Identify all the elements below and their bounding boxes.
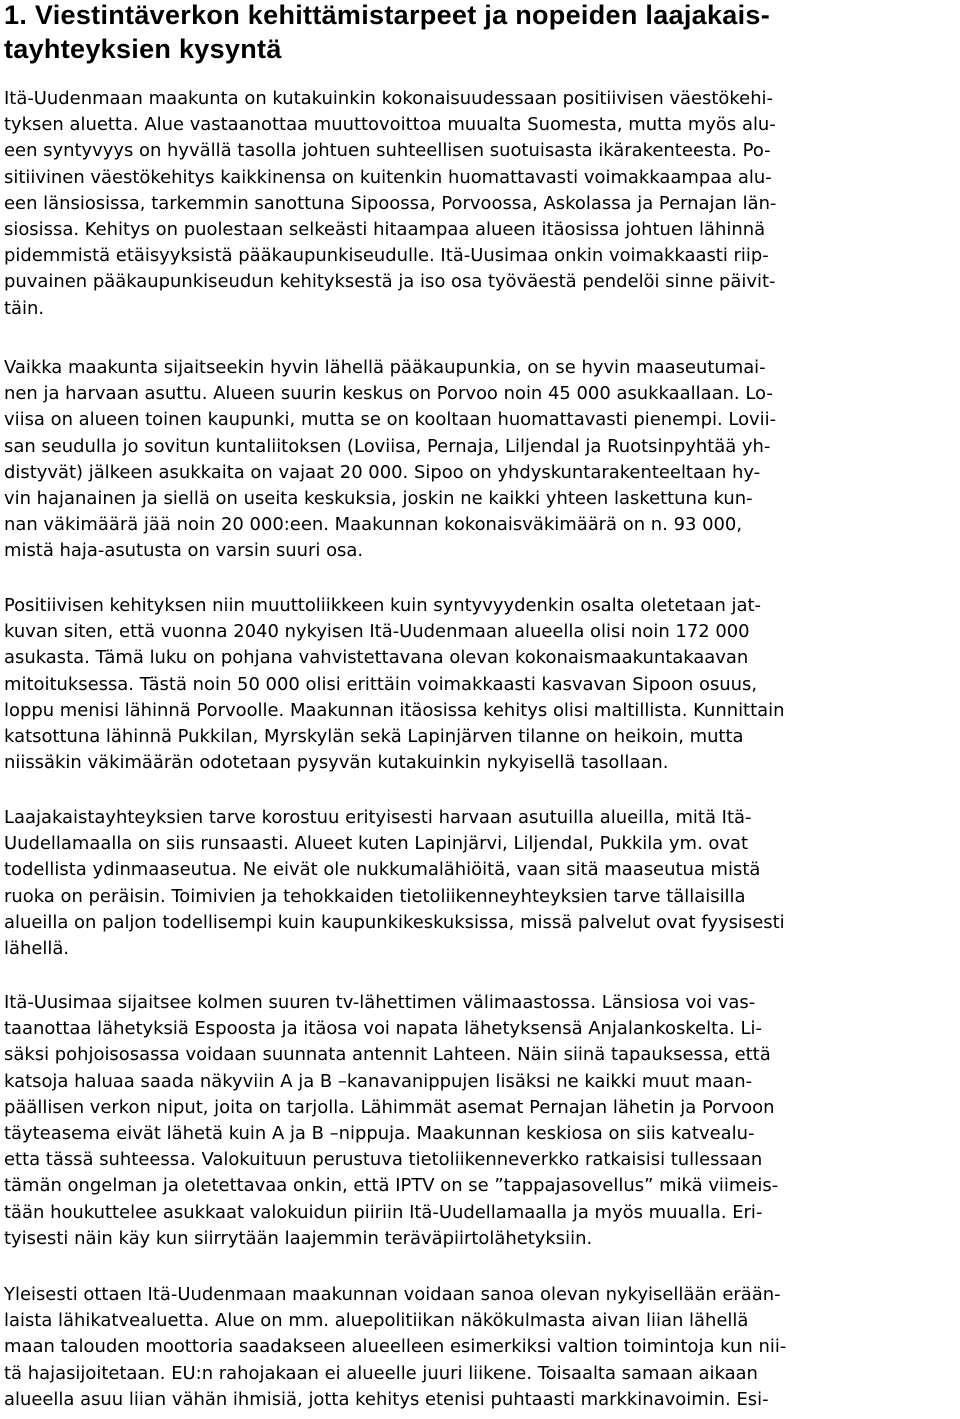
text-line: alueilla on paljon todellisempi kuin kaupunkikeskuksissa, missä palvelut ovat fyysisesti	[4, 911, 785, 933]
text-line: Laajakaistayhteyksien tarve korostuu erityisesti harvaan asutuilla alueilla, mitä Itä-	[4, 807, 752, 828]
text-line: säksi pohjoisosassa voidaan suunnata antennit Lahteen. Näin siinä tapauksessa, että	[4, 1044, 771, 1066]
paragraph-tv-transmitters	[4, 990, 960, 1252]
text-line: lähellä.	[4, 938, 70, 960]
text-line: tyisesti näin käy kun siirrytään laajemmin teräväpiirtolähetyksiin.	[4, 1227, 593, 1249]
text-line: katsottuna lähinnä Pukkilan, Myrskylän sekä Lapinjärven tilanne on heikoin, mutta	[4, 726, 744, 748]
text-line: mistä haja-asutusta on varsin suuri osa.	[4, 540, 364, 562]
text-line: etta tässä suhteessa. Valokuituun perustuva tietoliikenneverkko ratkaisisi tullessaan	[4, 1149, 763, 1171]
text-line: distyvät) jälkeen asukkaita on vajaat 20 000. Sipoo on yhdyskuntarakenteeltaan hy-	[4, 461, 761, 483]
text-line: tyksen aluetta. Alue vastaanottaa muuttovoittoa muualta Suomesta, mutta myös alu-	[4, 114, 776, 136]
text-line: Yleisesti ottaen Itä-Uudenmaan maakunnan voidaan sanoa olevan nykyisellään erään-	[4, 1284, 781, 1305]
text-line: tämän ongelman ja oletettavaa onkin, että IPTV on se ”tappajasovellus” mikä viimeis-	[4, 1175, 779, 1197]
text-line: ruoka on peräisin. Toimivien ja tehokkaiden tietoliikenneyhteyksien tarve tällaisilla	[4, 885, 746, 907]
paragraph-broadband-need	[4, 805, 960, 962]
text-line: Uudellamaalla on siis runsaasti. Alueet kuten Lapinjärvi, Liljendal, Pukkila ym. ovat	[4, 833, 748, 855]
text-line: Itä-Uudenmaan maakunta on kutakuinkin kokonaisuudessaan positiivisen väestökehi-	[4, 88, 774, 109]
text-line: nen ja harvaan asuttu. Alueen suurin keskus on Porvoo noin 45 000 asukkaallaan. Lo-	[4, 383, 773, 405]
text-line: maan talouden moottoria saadakseen alueelleen esimerkiksi valtion toimintoja kun nii-	[4, 1336, 787, 1358]
text-line: Itä-Uusimaa sijaitsee kolmen suuren tv-lähettimen välimaastossa. Länsiosa voi vas-	[4, 992, 756, 1013]
text-line: tään houkuttelee asukkaat valokuidun piiriin Itä-Uudellamaalla ja myös muualla. Eri-	[4, 1201, 763, 1223]
paragraph-regional-position	[4, 1282, 960, 1413]
text-line: täyteasema eivät lähetä kuin A ja B –nippuja. Maakunnan keskiosa on siis katvealu-	[4, 1123, 755, 1145]
text-line: laista lähikatvealuetta. Alue on mm. aluepolitiikan näkökulmasta aivan liian lähellä	[4, 1310, 749, 1332]
text-line: kuvan siten, että vuonna 2040 nykyisen Itä-Uudenmaan alueella olisi noin 172 000	[4, 621, 750, 643]
heading-line: tayhteyksien kysyntä	[4, 34, 282, 64]
text-line: sitiivinen väestökehitys kaikkinensa on kuitenkin huomattavasti voimakkaampaa alu-	[4, 166, 772, 188]
text-line: alueella asuu liian vähän ihmisiä, jotta kehitys etenisi puhtaasti markkinavoimin. Esi-	[4, 1388, 769, 1410]
text-line: taanottaa lähetyksiä Espoosta ja itäosa voi napata lähetyksensä Anjalankoskelta. Li-	[4, 1018, 762, 1040]
text-line: mitoituksessa. Tästä noin 50 000 olisi erittäin voimakkaasti kasvavan Sipoon osuus,	[4, 673, 758, 695]
heading-line: 1. Viestintäverkon kehittämistarpeet ja nopeiden laajakais-	[4, 0, 771, 30]
text-line: pidemmistä etäisyyksistä pääkaupunkiseudulle. Itä-Uusimaa onkin voimakkaasti riip-	[4, 245, 769, 267]
text-line: täin.	[4, 297, 45, 319]
text-line: niissäkin väkimäärän odotetaan pysyvän kutakuinkin nykyisellä tasollaan.	[4, 752, 669, 774]
text-line: vin hajanainen ja siellä on useita keskuksia, joskin ne kaikki yhteen laskettuna kun-	[4, 488, 753, 510]
text-line: puvainen pääkaupunkiseudun kehityksestä ja iso osa työväestä pendelöi sinne päivit-	[4, 271, 776, 293]
text-line: een länsiosissa, tarkemmin sanottuna Sipoossa, Porvoossa, Askolassa ja Pernajan län-	[4, 192, 777, 214]
text-line: Vaikka maakunta sijaitseekin hyvin lähellä pääkaupunkia, on se hyvin maaseutumai-	[4, 357, 766, 378]
paragraph-rural-settlement	[4, 355, 960, 565]
text-line: nan väkimäärä jää noin 20 000:een. Maakunnan kokonaisväkimäärä on n. 93 000,	[4, 514, 743, 536]
text-line: todellista ydinmaaseutua. Ne eivät ole nukkumalähiöitä, vaan sitä maaseutua mistä	[4, 859, 761, 881]
text-line: päällisen verkon niput, joita on tarjolla. Lähimmät asemat Pernajan lähetin ja Porvoon	[4, 1096, 775, 1118]
paragraph-population-development	[4, 86, 960, 322]
text-line: siosissa. Kehitys on puolestaan selkeästi hitaampaa alueen itäosissa johtuen lähinnä	[4, 219, 766, 241]
paragraph-population-forecast	[4, 593, 960, 776]
text-line: asukasta. Tämä luku on pohjana vahvistettavana olevan kokonaismaakuntakaavan	[4, 647, 749, 669]
text-line: een syntyvyys on hyvällä tasolla johtuen suhteellisen suotuisasta ikärakenteesta. Po-	[4, 140, 771, 162]
text-line: Positiivisen kehityksen niin muuttoliikkeen kuin syntyvyydenkin osalta oletetaan jat-	[4, 595, 762, 616]
section-heading	[4, 0, 954, 66]
text-line: katsoja haluaa saada näkyviin A ja B –kanavanippujen lisäksi ne kaikki muut maan-	[4, 1070, 753, 1092]
text-line: san seudulla jo sovitun kuntaliitoksen (Loviisa, Pernaja, Liljendal ja Ruotsinpyhtää yh-	[4, 435, 771, 457]
text-line: loppu menisi lähinnä Porvoolle. Maakunnan itäosissa kehitys olisi maltillista. Kunnittain	[4, 699, 785, 721]
text-line: viisa on alueen toinen kaupunki, mutta se on kooltaan huomattavasti pienempi. Lovii-	[4, 409, 777, 431]
text-line: tä hajasijoitetaan. EU:n rahojakaan ei alueelle juuri liikene. Toisaalta samaan aikaan	[4, 1362, 758, 1384]
